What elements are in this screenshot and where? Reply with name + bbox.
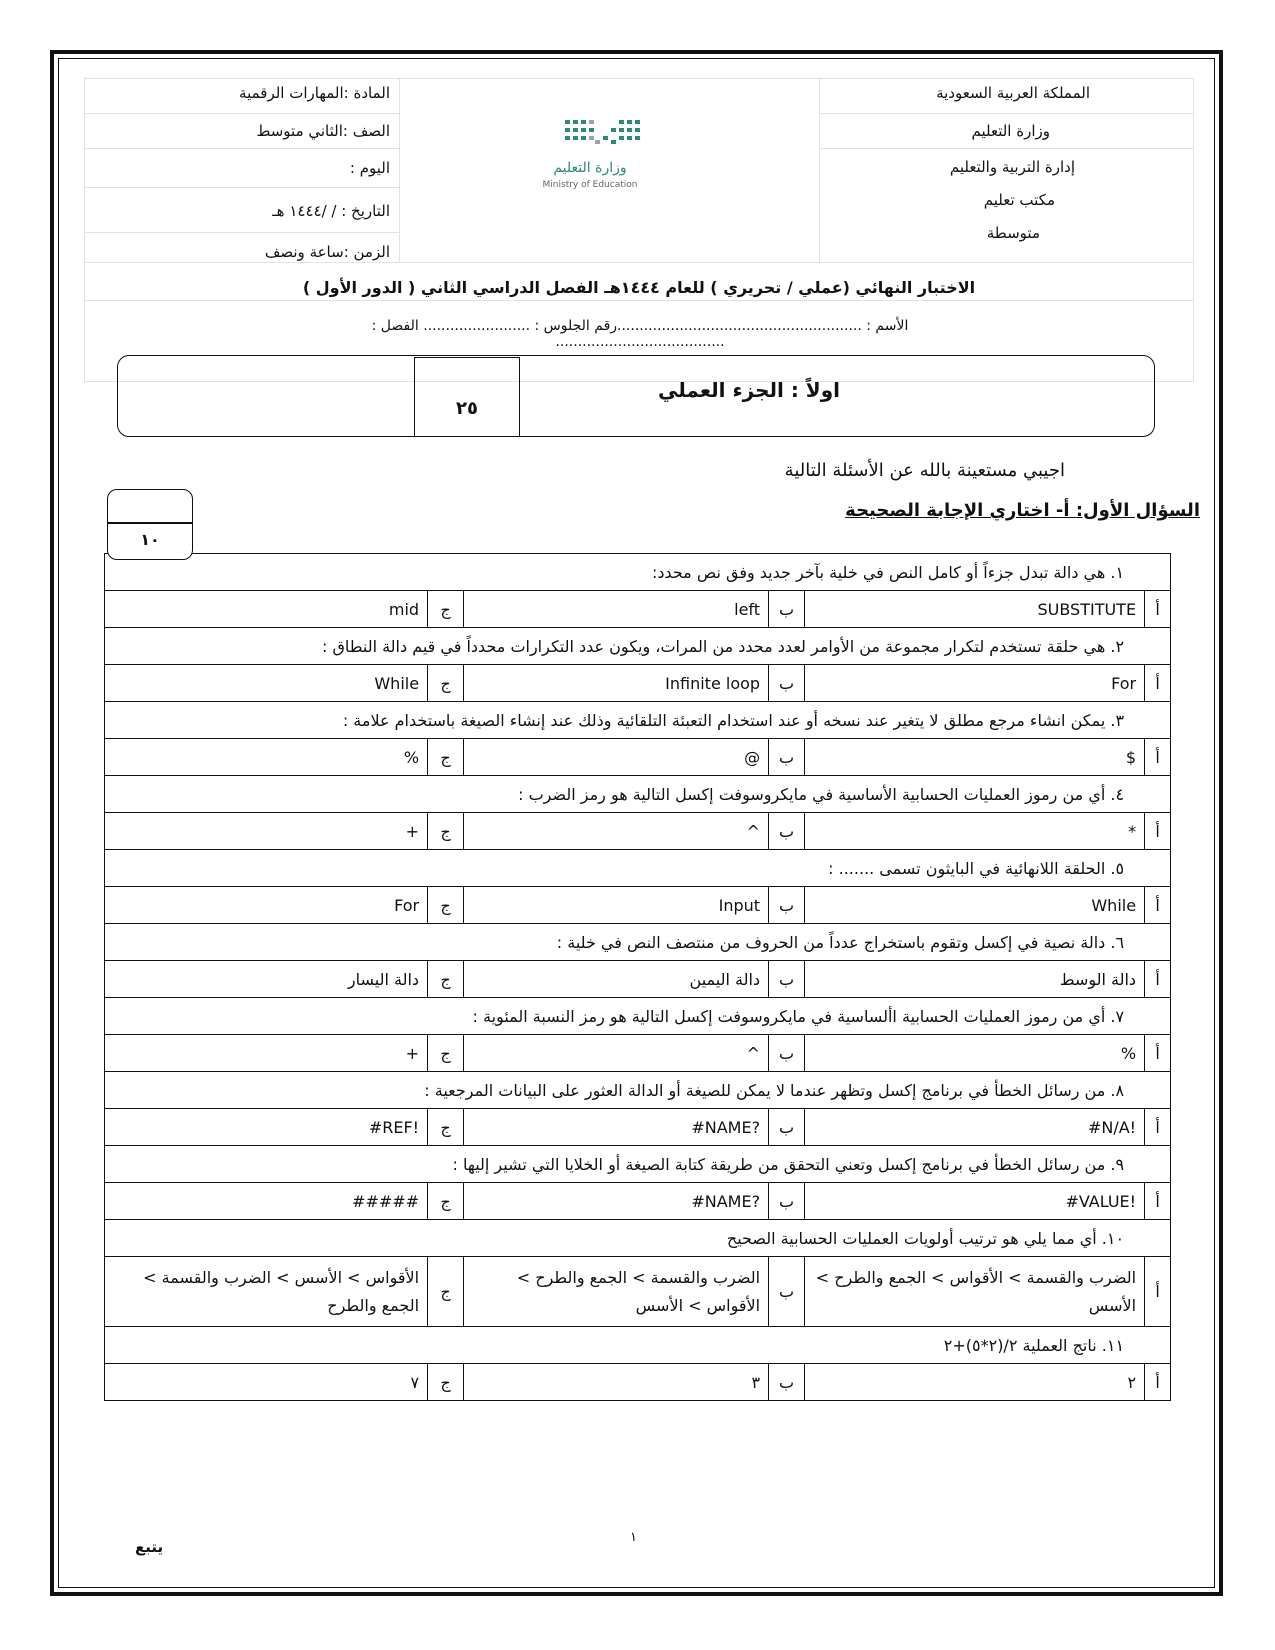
option-b-label: ب xyxy=(769,1035,805,1072)
option-a[interactable]: * xyxy=(805,813,1145,850)
option-a[interactable]: الضرب والقسمة > الأقواس > الجمع والطرح > الأسس xyxy=(805,1257,1145,1327)
option-b[interactable]: #NAME? xyxy=(464,1109,769,1146)
option-a[interactable]: #N/A! xyxy=(805,1109,1145,1146)
logo-arabic-text: وزارة التعليم xyxy=(553,160,627,176)
question-row xyxy=(105,554,1171,591)
option-c-label: ج xyxy=(428,1183,464,1220)
question-heading: السؤال الأول: أ- اختاري الإجابة الصحيحة xyxy=(845,500,1200,521)
question-text: ١٠. أي مما يلي هو ترتيب أولويات العمليات الحسابية الصحيح xyxy=(105,1220,1171,1257)
option-a[interactable]: دالة الوسط xyxy=(805,961,1145,998)
section-score-box xyxy=(414,357,520,437)
options-row xyxy=(105,1035,1171,1072)
option-b[interactable]: Infinite loop xyxy=(464,665,769,702)
option-b-label: ب xyxy=(769,1183,805,1220)
options-row xyxy=(105,961,1171,998)
option-c[interactable]: ٧ xyxy=(105,1364,428,1401)
option-a[interactable]: SUBSTITUTE xyxy=(805,591,1145,628)
option-c-label: ج xyxy=(428,665,464,702)
option-a-label: أ xyxy=(1145,813,1171,850)
option-b[interactable]: ٣ xyxy=(464,1364,769,1401)
education-department: إدارة التربية والتعليم xyxy=(949,158,1075,176)
option-b-label: ب xyxy=(769,1364,805,1401)
continue-label: يتبع xyxy=(135,1538,164,1556)
ministry-name: وزارة التعليم xyxy=(971,122,1050,140)
options-row xyxy=(105,1364,1171,1401)
question-row xyxy=(105,850,1171,887)
option-b[interactable]: ^ xyxy=(464,1035,769,1072)
question-row xyxy=(105,1327,1171,1364)
grade-field: الصف :الثاني متوسط xyxy=(256,122,390,140)
points-box xyxy=(107,489,193,560)
question-text: ٦. دالة نصية في إكسل وتقوم باستخراج عدداً من الحروف من منتصف النص في خلية : xyxy=(105,924,1171,961)
option-a-label: أ xyxy=(1145,665,1171,702)
question-text: ١١. ناتج العملية ٢/(٢*٥)+٢ xyxy=(105,1327,1171,1364)
subject-field: المادة :المهارات الرقمية xyxy=(239,84,390,102)
date-field: التاريخ : / /١٤٤٤ هـ xyxy=(272,202,390,220)
option-a[interactable]: % xyxy=(805,1035,1145,1072)
option-c[interactable]: While xyxy=(105,665,428,702)
option-b-label: ب xyxy=(769,813,805,850)
option-b[interactable]: left xyxy=(464,591,769,628)
ministry-logo xyxy=(525,112,655,194)
exam-title: الاختبار النهائي (عملي / تحريري ) للعام ١٤٤٤هـ الفصل الدراسي الثاني ( الدور الأول ) xyxy=(302,278,976,297)
question-text: ١. هي دالة تبدل جزءاً أو كامل النص في خلية بآخر جديد وفق نص محدد: xyxy=(105,554,1171,591)
option-c[interactable]: دالة اليسار xyxy=(105,961,428,998)
option-c-label: ج xyxy=(428,887,464,924)
option-a-label: أ xyxy=(1145,1183,1171,1220)
logo-english-text: Ministry of Education xyxy=(542,180,638,190)
option-a[interactable]: While xyxy=(805,887,1145,924)
questions-table xyxy=(104,553,1171,1401)
question-text: ٤. أي من رموز العمليات الحسابية الأساسية في مايكروسوفت إكسل التالية هو رمز الضرب : xyxy=(105,776,1171,813)
option-c-label: ج xyxy=(428,1035,464,1072)
section-score: ٢٥ xyxy=(456,398,478,419)
option-a-label: أ xyxy=(1145,887,1171,924)
option-b-label: ب xyxy=(769,1257,805,1327)
option-a-label: أ xyxy=(1145,1109,1171,1146)
question-text: ٥. الحلقة اللانهائية في البايثون تسمى ....... : xyxy=(105,850,1171,887)
question-row xyxy=(105,924,1171,961)
option-c-label: ج xyxy=(428,739,464,776)
page-number: ١ xyxy=(630,1530,637,1545)
points-value: ١٠ xyxy=(140,530,160,549)
student-info-line: الأسم : .......................................................رقم الجلوس : ........................ الفصل : ...................................... xyxy=(371,318,909,350)
option-a-label: أ xyxy=(1145,1364,1171,1401)
option-b[interactable]: #NAME? xyxy=(464,1183,769,1220)
question-row xyxy=(105,1220,1171,1257)
options-row xyxy=(105,665,1171,702)
question-row xyxy=(105,628,1171,665)
option-c[interactable]: ##### xyxy=(105,1183,428,1220)
option-b-label: ب xyxy=(769,1109,805,1146)
option-b-label: ب xyxy=(769,665,805,702)
option-c-label: ج xyxy=(428,591,464,628)
option-b-label: ب xyxy=(769,961,805,998)
question-row xyxy=(105,1072,1171,1109)
option-a[interactable]: ٢ xyxy=(805,1364,1145,1401)
question-text: ٩. من رسائل الخطأ في برنامج إكسل وتعني التحقق من طريقة كتابة الصيغة أو الخلايا التي تشير إليها : xyxy=(105,1146,1171,1183)
option-a-label: أ xyxy=(1145,739,1171,776)
education-office: مكتب تعليم xyxy=(983,191,1055,209)
option-b-label: ب xyxy=(769,591,805,628)
options-row xyxy=(105,813,1171,850)
option-b-label: ب xyxy=(769,739,805,776)
option-c-label: ج xyxy=(428,813,464,850)
question-text: ٧. أي من رموز العمليات الحسابية األساسية في مايكروسوفت إكسل التالية هو رمز النسبة المئوية : xyxy=(105,998,1171,1035)
day-field: اليوم : xyxy=(349,159,390,177)
section-title: اولاً : الجزء العملي xyxy=(658,378,840,402)
option-c[interactable]: For xyxy=(105,887,428,924)
option-c-label: ج xyxy=(428,961,464,998)
options-row xyxy=(105,1257,1171,1327)
options-row xyxy=(105,591,1171,628)
question-row xyxy=(105,702,1171,739)
question-row xyxy=(105,776,1171,813)
options-row xyxy=(105,1109,1171,1146)
instructions: اجيبي مستعينة بالله عن الأسئلة التالية xyxy=(784,460,1065,481)
question-row xyxy=(105,1146,1171,1183)
option-b[interactable]: Input xyxy=(464,887,769,924)
options-row xyxy=(105,887,1171,924)
option-c[interactable]: mid xyxy=(105,591,428,628)
options-row xyxy=(105,1183,1171,1220)
option-b[interactable]: ^ xyxy=(464,813,769,850)
option-b-label: ب xyxy=(769,887,805,924)
option-b[interactable]: الضرب والقسمة > الجمع والطرح > الأقواس > الأسس xyxy=(464,1257,769,1327)
question-text: ٨. من رسائل الخطأ في برنامج إكسل وتظهر عندما لا يمكن للصيغة أو الدالة العثور على البيانات المرجعية : xyxy=(105,1072,1171,1109)
question-text: ٢. هي حلقة تستخدم لتكرار مجموعة من الأوامر لعدد محدد من المرات، ويكون عدد التكرارات محدداً في قيم دالة النطاق : xyxy=(105,628,1171,665)
option-a-label: أ xyxy=(1145,1035,1171,1072)
option-c[interactable]: + xyxy=(105,813,428,850)
option-a-label: أ xyxy=(1145,961,1171,998)
question-row xyxy=(105,998,1171,1035)
option-a[interactable]: For xyxy=(805,665,1145,702)
duration-field: الزمن :ساعة ونصف xyxy=(264,243,390,261)
option-a[interactable]: #VALUE! xyxy=(805,1183,1145,1220)
option-c-label: ج xyxy=(428,1364,464,1401)
option-c-label: ج xyxy=(428,1257,464,1327)
points-divider xyxy=(107,522,193,524)
country-name: المملكة العربية السعودية xyxy=(936,84,1090,102)
option-b[interactable]: دالة اليمين xyxy=(464,961,769,998)
option-c-label: ج xyxy=(428,1109,464,1146)
option-c[interactable]: #REF! xyxy=(105,1109,428,1146)
option-c[interactable]: الأقواس > الأسس > الضرب والقسمة > الجمع والطرح xyxy=(105,1257,428,1327)
option-a-label: أ xyxy=(1145,1257,1171,1327)
school-name: متوسطة xyxy=(986,224,1040,242)
option-a-label: أ xyxy=(1145,591,1171,628)
option-b[interactable]: @ xyxy=(464,739,769,776)
option-a[interactable]: $ xyxy=(805,739,1145,776)
options-row xyxy=(105,739,1171,776)
option-c[interactable]: % xyxy=(105,739,428,776)
option-c[interactable]: + xyxy=(105,1035,428,1072)
logo-dots-icon xyxy=(525,112,655,162)
question-text: ٣. يمكن انشاء مرجع مطلق لا يتغير عند نسخه أو عند استخدام التعبئة التلقائية وذلك عند إنشاء الصيغة باستخدام علامة : xyxy=(105,702,1171,739)
